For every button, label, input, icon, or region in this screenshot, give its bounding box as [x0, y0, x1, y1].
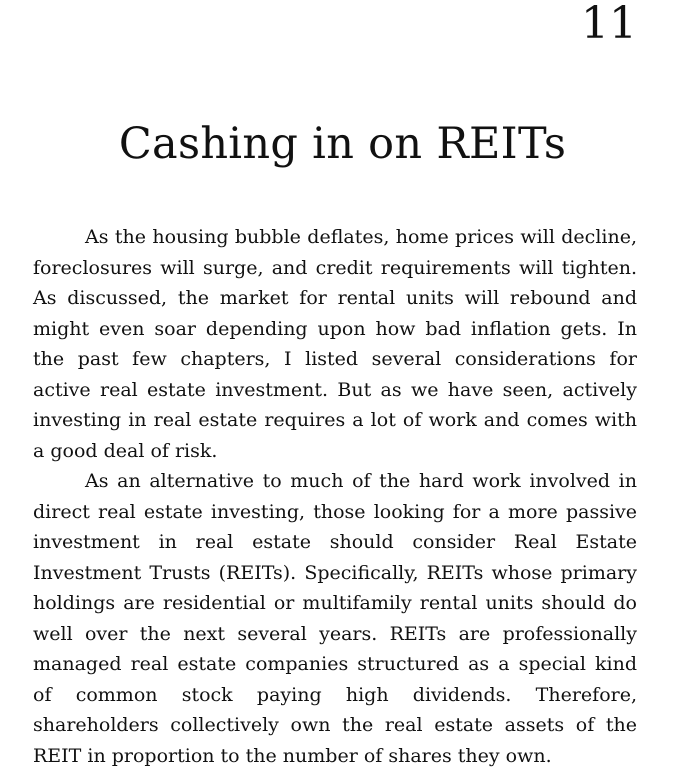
cut-off-text-line	[33, 738, 637, 749]
cut-off-text	[33, 740, 637, 749]
paragraph-1: As the housing bubble deflates, home prices will decline, foreclosures will surge, and credit requirements will tighten. As discussed, the market for rental units will rebound and might even soar depending upon how bad inflation gets. In the past few chapters, I listed several considerations for active real estate investment. But as we have seen, actively investing in real estate requires a lot of work and comes with a good deal of risk.	[33, 226, 637, 462]
chapter-title: Cashing in on REITs	[118, 119, 567, 169]
chapter-number: 11	[581, 0, 637, 49]
paragraph-2: As an alternative to much of the hard work involved in direct real estate investing, those looking for a more passive investment in real estate should consider Real Estate Investment Trusts (REITs). Specifically, REITs whose primary holdings are residential or multifamily rental units should do well over the next several years. REITs are professionally managed real estate companies structured as a special kind of common stock paying high dividends. Therefore, shareholders collectively own the real estate assets of the REIT in proportion to the number of shares they own.	[33, 470, 637, 767]
body-text	[33, 222, 637, 771]
